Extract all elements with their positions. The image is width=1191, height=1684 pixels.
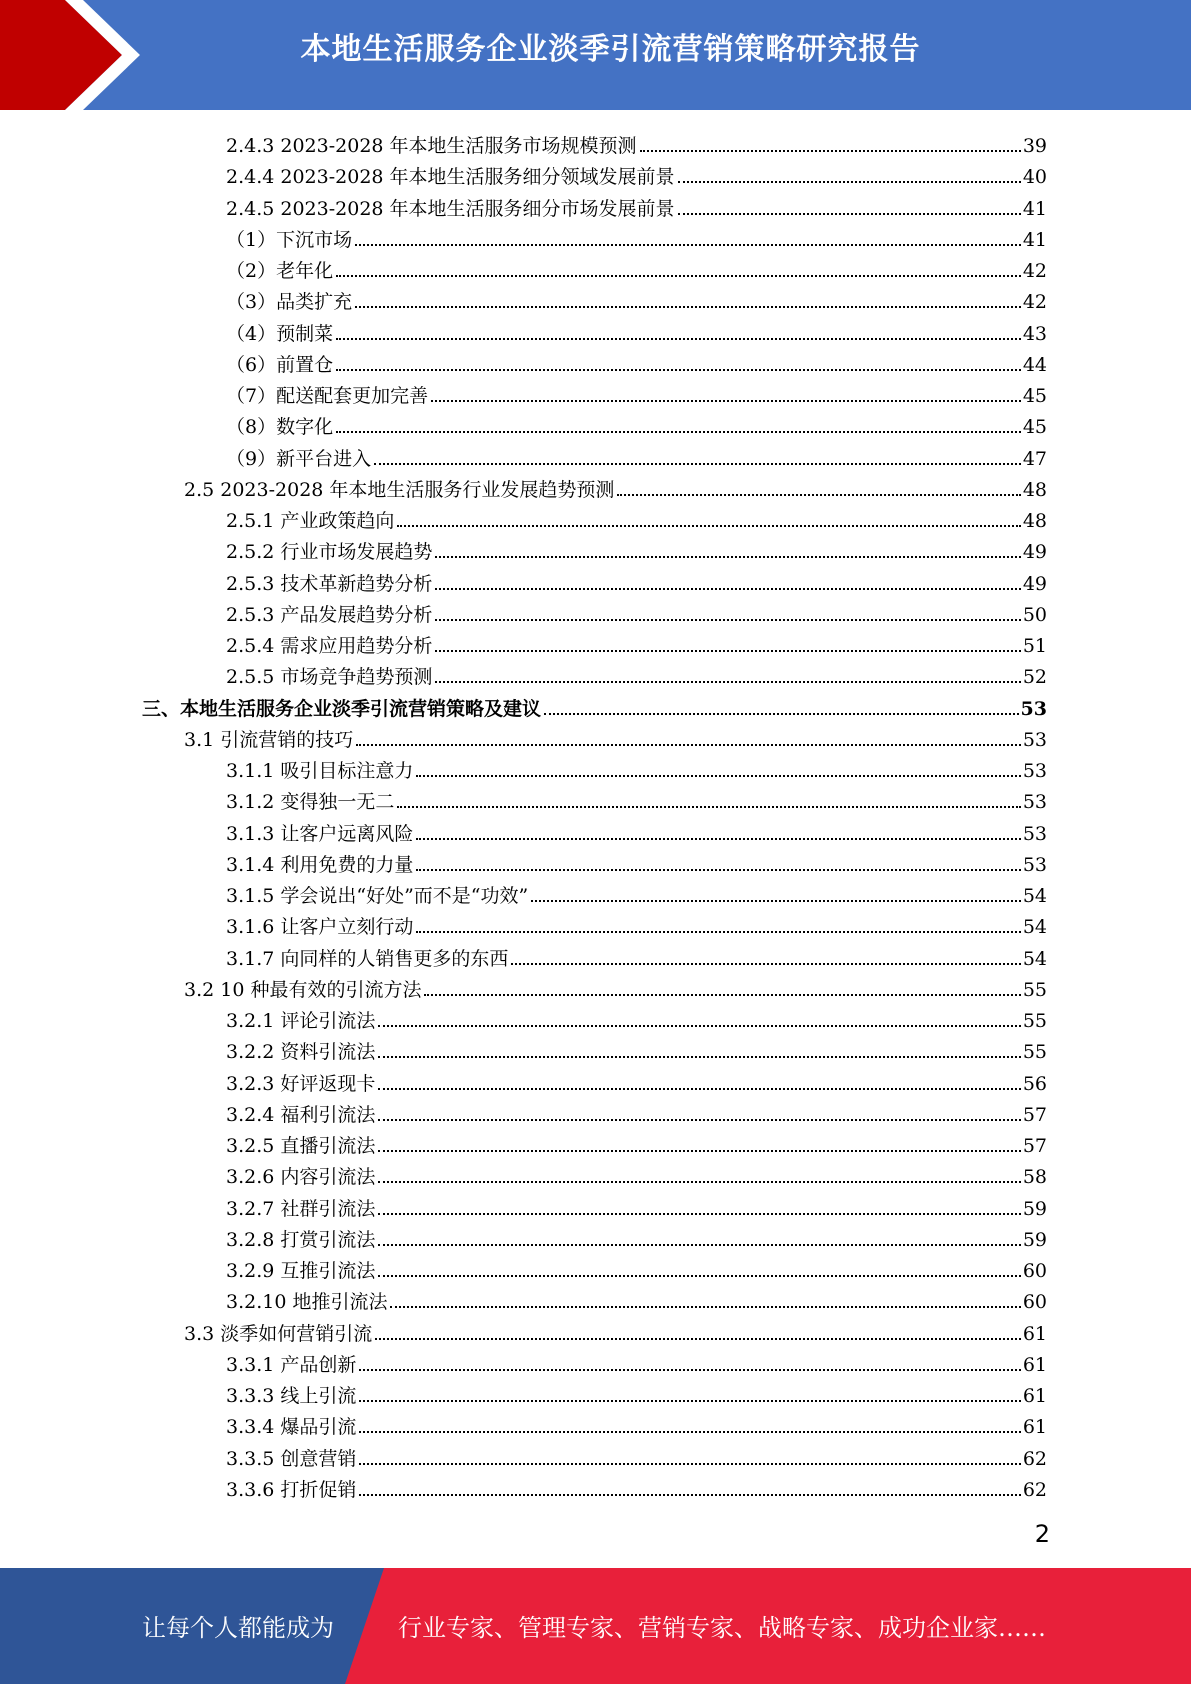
toc-entry-label: 3.2.7 社群引流法 — [226, 1197, 376, 1220]
toc-entry[interactable] — [226, 532, 1047, 563]
toc-entry-label: 3.1.3 让客户远离风险 — [226, 822, 414, 845]
toc-leader-dots — [359, 1400, 1020, 1402]
toc-entry-label: 3.2.5 直播引流法 — [226, 1135, 376, 1157]
page-header — [0, 0, 1191, 110]
toc-leader-dots — [374, 463, 1021, 465]
toc-leader-dots — [435, 681, 1020, 683]
toc-entry-label: （4）预制菜 — [226, 322, 334, 345]
toc-entry-page: 50 — [1022, 603, 1047, 626]
toc-entry-label: 3.2.8 打赏引流法 — [226, 1228, 376, 1251]
toc-entry-page: 53 — [1022, 760, 1047, 782]
toc-leader-dots — [416, 869, 1020, 871]
toc-entry[interactable] — [226, 314, 1047, 345]
footer-slogan-left: 让每个人都能成为 — [142, 1614, 334, 1642]
toc-leader-dots — [397, 525, 1020, 527]
toc-entry-page: 54 — [1022, 947, 1047, 970]
toc-entry-label: 3.3.3 线上引流 — [226, 1385, 357, 1407]
toc-leader-dots — [356, 744, 1021, 746]
toc-leader-dots — [397, 806, 1020, 808]
toc-leader-dots — [424, 994, 1020, 996]
toc-leader-dots — [336, 431, 1021, 433]
toc-leader-dots — [359, 1431, 1020, 1433]
toc-leader-dots — [355, 306, 1021, 308]
toc-leader-dots — [431, 400, 1021, 402]
toc-entry-label: 3.1.5 学会说出“好处”而不是“功效” — [226, 885, 529, 907]
toc-entry-page: 43 — [1022, 322, 1047, 345]
toc-entry-page: 55 — [1022, 978, 1047, 1001]
toc-leader-dots — [617, 494, 1020, 496]
toc-leader-dots — [359, 1369, 1020, 1371]
toc-entry-label: 3.2.9 互推引流法 — [226, 1260, 376, 1282]
toc-entry-label: 2.4.3 2023-2028 年本地生活服务市场规模预测 — [226, 135, 637, 157]
toc-leader-dots — [378, 1150, 1020, 1152]
toc-entry-page: 51 — [1022, 635, 1047, 657]
toc-entry-page: 40 — [1022, 166, 1047, 189]
toc-entry[interactable] — [184, 1314, 1047, 1345]
toc-leader-dots — [416, 838, 1020, 840]
toc-entry-label: （3）品类扩充 — [226, 291, 353, 314]
toc-entry[interactable] — [226, 189, 1047, 220]
toc-entry[interactable] — [226, 751, 1047, 782]
toc-leader-dots — [378, 1213, 1020, 1215]
toc-entry-label: （9）新平台进入 — [226, 447, 372, 470]
toc-entry[interactable] — [226, 439, 1047, 470]
toc-entry-page: 61 — [1022, 1322, 1047, 1345]
toc-entry-label: （2）老年化 — [226, 260, 334, 282]
toc-leader-dots — [336, 275, 1021, 277]
toc-entry-page: 47 — [1022, 447, 1047, 470]
toc-entry-page: 53 — [1022, 822, 1047, 845]
toc-entry[interactable] — [226, 251, 1047, 282]
toc-leader-dots — [416, 775, 1020, 777]
toc-entry[interactable] — [226, 1189, 1047, 1220]
toc-entry-page: 39 — [1022, 135, 1047, 157]
page-footer — [0, 1568, 1191, 1684]
toc-entry-page: 53 — [1022, 791, 1047, 814]
toc-entry-label: 3.3.5 创意营销 — [226, 1447, 357, 1470]
toc-entry-label: 2.5.5 市场竞争趋势预测 — [226, 666, 433, 689]
toc-leader-dots — [416, 931, 1020, 933]
toc-leader-dots — [378, 1056, 1020, 1058]
toc-entry-page: 41 — [1022, 197, 1047, 220]
toc-entry[interactable] — [226, 157, 1047, 188]
toc-leader-dots — [336, 369, 1021, 371]
toc-entry-page: 61 — [1022, 1385, 1047, 1407]
toc-entry[interactable] — [226, 626, 1047, 657]
toc-entry-page: 45 — [1022, 385, 1047, 407]
toc-entry-label: 2.5.4 需求应用趋势分析 — [226, 635, 433, 657]
toc-leader-dots — [378, 1181, 1020, 1183]
toc-entry-label: 3.2.1 评论引流法 — [226, 1010, 376, 1032]
toc-entry[interactable] — [226, 564, 1047, 595]
toc-entry-label: 2.5.3 技术革新趋势分析 — [226, 572, 433, 595]
toc-leader-dots — [336, 338, 1021, 340]
toc-entry-label: 3.1.6 让客户立刻行动 — [226, 916, 414, 939]
toc-entry-page: 53 — [1022, 853, 1047, 876]
toc-entry[interactable] — [226, 407, 1047, 438]
toc-entry[interactable] — [226, 814, 1047, 845]
toc-entry-label: 3.1.1 吸引目标注意力 — [226, 760, 414, 782]
toc-entry-label: （7）配送配套更加完善 — [226, 385, 429, 407]
toc-entry-page: 57 — [1022, 1103, 1047, 1126]
toc-entry[interactable] — [226, 595, 1047, 626]
toc-leader-dots — [359, 1463, 1020, 1465]
toc-entry-label: （6）前置仓 — [226, 353, 334, 376]
toc-entry-page: 54 — [1022, 916, 1047, 939]
toc-entry[interactable] — [226, 1345, 1047, 1376]
toc-entry[interactable] — [226, 1095, 1047, 1126]
toc-leader-dots — [435, 619, 1020, 621]
toc-entry-label: 3.3 淡季如何营销引流 — [184, 1322, 373, 1345]
toc-entry-page: 60 — [1022, 1291, 1047, 1314]
toc-leader-dots — [435, 588, 1020, 590]
toc-entry-page: 55 — [1022, 1010, 1047, 1032]
toc-leader-dots — [355, 244, 1021, 246]
toc-leader-dots — [640, 150, 1021, 152]
toc-entry-label: 3.2.2 资料引流法 — [226, 1041, 376, 1064]
toc-entry-label: 3.3.1 产品创新 — [226, 1353, 357, 1376]
toc-entry[interactable] — [226, 345, 1047, 376]
toc-entry[interactable] — [226, 876, 1047, 907]
toc-entry-page: 59 — [1022, 1197, 1047, 1220]
toc-entry[interactable] — [226, 939, 1047, 970]
toc-entry[interactable] — [226, 1470, 1047, 1501]
toc-entry-page: 48 — [1022, 510, 1047, 532]
toc-entry-label: 3.2.10 地推引流法 — [226, 1291, 388, 1314]
toc-entry-page: 42 — [1022, 291, 1047, 314]
toc-entry[interactable] — [184, 970, 1047, 1001]
page-number: 2 — [1034, 1520, 1050, 1548]
toc-leader-dots — [678, 213, 1021, 215]
toc-entry[interactable] — [226, 1064, 1047, 1095]
toc-leader-dots — [435, 650, 1020, 652]
toc-entry[interactable] — [226, 1439, 1047, 1470]
toc-entry[interactable] — [226, 907, 1047, 938]
footer-slogan-right: 行业专家、管理专家、营销专家、战略专家、成功企业家…… — [398, 1614, 1046, 1642]
toc-leader-dots — [378, 1275, 1020, 1277]
toc-entry[interactable] — [226, 1001, 1047, 1032]
toc-entry[interactable] — [226, 1376, 1047, 1407]
toc-entry[interactable] — [226, 1126, 1047, 1157]
toc-entry-label: 3.2.6 内容引流法 — [226, 1166, 376, 1189]
toc-entry[interactable] — [226, 657, 1047, 688]
toc-entry[interactable] — [142, 689, 1047, 720]
toc-entry-page: 60 — [1022, 1260, 1047, 1282]
toc-leader-dots — [390, 1306, 1020, 1308]
toc-entry-label: 3.2.3 好评返现卡 — [226, 1072, 376, 1095]
toc-entry[interactable] — [226, 501, 1047, 532]
toc-entry-label: 3.1 引流营销的技巧 — [184, 728, 354, 751]
toc-leader-dots — [511, 963, 1020, 965]
toc-entry[interactable] — [226, 1282, 1047, 1313]
toc-entry-page: 49 — [1022, 541, 1047, 564]
toc-entry-page: 62 — [1022, 1478, 1047, 1501]
toc-entry-label: 2.5.3 产品发展趋势分析 — [226, 603, 433, 626]
toc-entry[interactable] — [226, 1220, 1047, 1251]
toc-entry-label: 2.5.1 产业政策趋向 — [226, 510, 395, 532]
toc-entry-page: 59 — [1022, 1228, 1047, 1251]
toc-leader-dots — [678, 181, 1021, 183]
toc-entry-page: 48 — [1022, 478, 1047, 501]
toc-entry[interactable] — [226, 1407, 1047, 1438]
toc-entry-page: 62 — [1022, 1447, 1047, 1470]
toc-entry-label: （1）下沉市场 — [226, 228, 353, 251]
toc-entry-page: 53 — [1022, 728, 1047, 751]
toc-entry-page: 57 — [1022, 1135, 1047, 1157]
toc-leader-dots — [378, 1025, 1020, 1027]
toc-entry-label: 2.5 2023-2028 年本地生活服务行业发展趋势预测 — [184, 478, 615, 501]
toc-entry-label: 三、本地生活服务企业淡季引流营销策略及建议 — [142, 697, 542, 720]
toc-entry[interactable] — [226, 1251, 1047, 1282]
toc-entry[interactable] — [226, 282, 1047, 313]
toc-entry-page: 42 — [1022, 260, 1047, 282]
toc-entry-page: 56 — [1022, 1072, 1047, 1095]
toc-entry-label: 2.5.2 行业市场发展趋势 — [226, 541, 433, 564]
toc-leader-dots — [359, 1494, 1020, 1496]
toc-entry-page: 58 — [1022, 1166, 1047, 1189]
toc-leader-dots — [375, 1338, 1021, 1340]
toc-leader-dots — [378, 1244, 1020, 1246]
toc-entry-label: 3.1.2 变得独一无二 — [226, 791, 395, 814]
toc-entry[interactable] — [226, 126, 1047, 157]
toc-entry-label: 2.4.4 2023-2028 年本地生活服务细分领域发展前景 — [226, 166, 675, 189]
toc-entry-label: 3.3.6 打折促销 — [226, 1478, 357, 1501]
toc-entry[interactable] — [226, 220, 1047, 251]
toc-entry-label: 3.2.4 福利引流法 — [226, 1103, 376, 1126]
toc-entry[interactable] — [184, 470, 1047, 501]
toc-entry[interactable] — [226, 845, 1047, 876]
toc-leader-dots — [544, 713, 1019, 715]
toc-entry-label: （8）数字化 — [226, 416, 334, 439]
toc-entry-page: 52 — [1022, 666, 1047, 689]
report-title: 本地生活服务企业淡季引流营销策略研究报告 — [300, 32, 921, 67]
toc-leader-dots — [378, 1119, 1020, 1121]
toc-entry-page: 45 — [1022, 416, 1047, 439]
toc-entry-label: 3.1.7 向同样的人销售更多的东西 — [226, 947, 509, 970]
toc-entry-page: 54 — [1022, 885, 1047, 907]
toc-entry-page: 41 — [1022, 228, 1047, 251]
toc-entry-label: 2.4.5 2023-2028 年本地生活服务细分市场发展前景 — [226, 197, 675, 220]
toc-entry-page: 61 — [1022, 1416, 1047, 1439]
toc-entry-page: 55 — [1022, 1041, 1047, 1064]
toc-entry[interactable] — [226, 1157, 1047, 1188]
toc-entry-label: 3.2 10 种最有效的引流方法 — [184, 978, 422, 1001]
toc-entry[interactable] — [184, 720, 1047, 751]
toc-leader-dots — [378, 1088, 1020, 1090]
toc-entry[interactable] — [226, 376, 1047, 407]
toc-leader-dots — [435, 556, 1020, 558]
toc-entry-page: 49 — [1022, 572, 1047, 595]
toc-entry-page: 61 — [1022, 1353, 1047, 1376]
toc-entry-page: 44 — [1022, 353, 1047, 376]
toc-entry[interactable] — [226, 1032, 1047, 1063]
toc-entry-label: 3.3.4 爆品引流 — [226, 1416, 357, 1439]
toc-entry-label: 3.1.4 利用免费的力量 — [226, 853, 414, 876]
toc-entry-page: 53 — [1020, 697, 1047, 720]
toc-leader-dots — [531, 900, 1021, 902]
toc-entry[interactable] — [226, 782, 1047, 813]
